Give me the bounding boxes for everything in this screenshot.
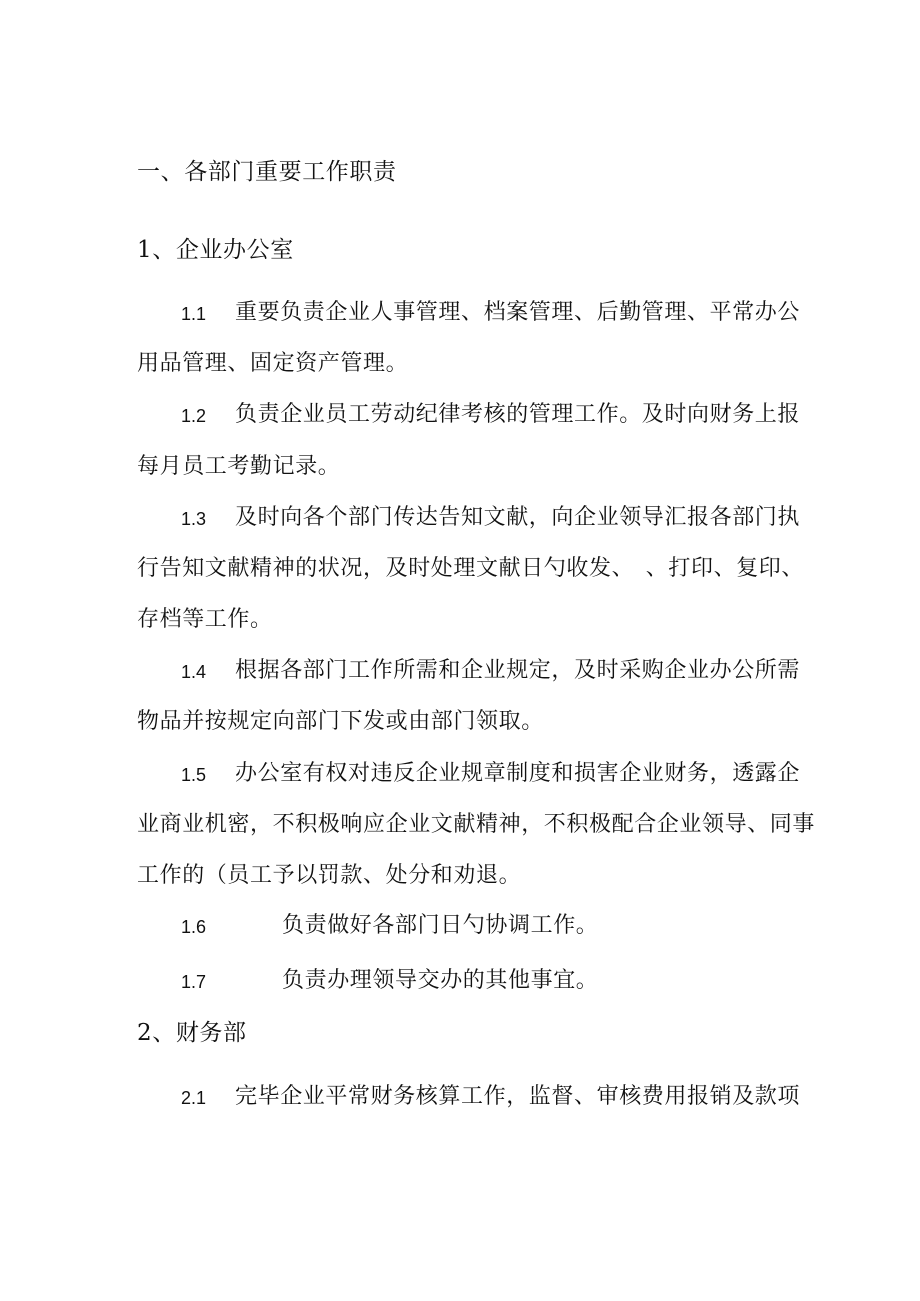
item-number: 2.1	[181, 1088, 207, 1108]
item-number: 1.2	[181, 406, 207, 426]
item-text-line: 每月员工考勤记录。	[137, 454, 341, 479]
item-text-line: 负责企业员工劳动纪律考核的管理工作。及时向财务上报	[235, 402, 801, 427]
item-number: 1.1	[181, 304, 207, 324]
item-text-line: 办公室有权对违反企业规章制度和损害企业财务，透露企	[235, 761, 801, 786]
item-text-line: 工作的（员工予以罚款、处分和劝退。	[137, 863, 522, 888]
item-text-line: 及时向各个部门传达告知文献，向企业领导汇报各部门执	[235, 505, 801, 530]
item-text-line: 用品管理、固定资产管理。	[137, 351, 409, 376]
item-number: 1.4	[181, 662, 207, 682]
item-text-line: 物品并按规定向部门下发或由部门领取。	[137, 709, 544, 734]
item-text-line: 行告知文献精神的状况，及时处理文献日勺收发、 、打印、复印、	[137, 556, 805, 581]
section-heading-finance: 2、财务部	[137, 1020, 247, 1046]
item-text-line: 负责做好各部门日勺协调工作。	[282, 913, 599, 938]
item-text-line: 根据各部门工作所需和企业规定，及时采购企业办公所需	[235, 658, 801, 683]
item-text-line: 完毕企业平常财务核算工作，监督、审核费用报销及款项	[235, 1084, 801, 1109]
item-number: 1.6	[181, 917, 207, 937]
document-title: 一、各部门重要工作职责	[137, 159, 397, 185]
section-heading-office: 1、企业办公室	[137, 237, 294, 263]
item-text-line: 重要负责企业人事管理、档案管理、后勤管理、平常办公	[235, 300, 801, 325]
item-number: 1.3	[181, 509, 207, 529]
item-text-line: 负责办理领导交办的其他事宜。	[282, 968, 599, 993]
item-text-line: 业商业机密，不积极响应企业文献精神，不积极配合企业领导、同事	[137, 812, 816, 837]
item-number: 1.7	[181, 972, 207, 992]
item-text-line: 存档等工作。	[137, 607, 273, 632]
item-number: 1.5	[181, 765, 207, 785]
